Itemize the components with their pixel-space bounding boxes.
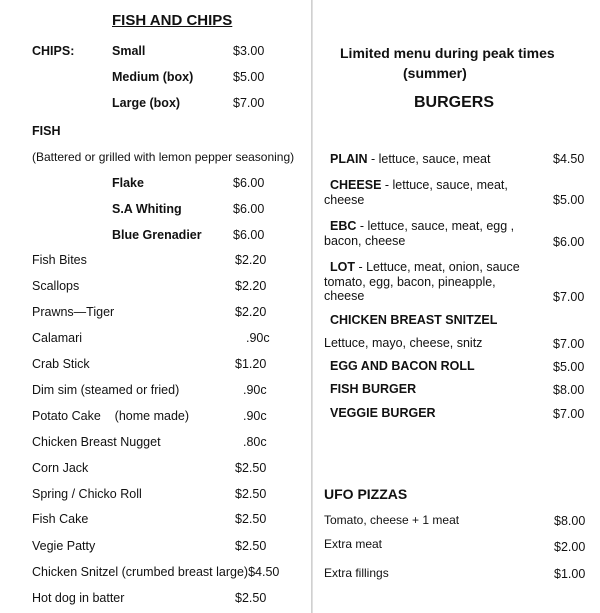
menu-item-price: $1.20 — [235, 357, 267, 371]
fish-type-price: $6.00 — [233, 176, 265, 190]
burger-desc-line3: cheese — [324, 289, 365, 303]
chips-item-price: $3.00 — [233, 44, 265, 58]
menu-item-price: $2.50 — [235, 539, 267, 553]
fish-type-name: S.A Whiting — [112, 202, 182, 216]
menu-item-price: $2.50 — [235, 591, 267, 605]
menu-item-price: $2.50 — [235, 487, 267, 501]
fish-note: (Battered or grilled with lemon pepper seasoning) — [32, 150, 295, 164]
burger-extra-price: $8.00 — [553, 383, 585, 397]
chips-item-name: Medium (box) — [112, 70, 194, 84]
menu-item-name: Chicken Snitzel (crumbed breast large)$4.50 — [32, 565, 280, 579]
burger-name: PLAIN — [330, 152, 368, 166]
burger-extra-name: EGG AND BACON ROLL — [330, 359, 475, 373]
burger-desc-line2: bacon, cheese — [324, 234, 406, 248]
fish-heading: FISH — [32, 124, 61, 138]
burger-name: LOT — [330, 260, 355, 274]
limited-menu-note: Limited menu during peak times — [340, 45, 555, 61]
burger-extra-price: $5.00 — [553, 360, 585, 374]
burger-extra-name: FISH BURGER — [330, 382, 417, 396]
menu-item-name: Fish Cake — [32, 512, 89, 526]
burger-line — [330, 260, 520, 274]
menu-item-price: $2.20 — [235, 253, 267, 267]
burger-desc: - Lettuce, meat, onion, sauce — [355, 260, 520, 274]
column-divider — [311, 0, 313, 613]
burgers-heading: BURGERS — [414, 94, 495, 111]
chips-item-name: Small — [112, 44, 146, 58]
menu-item-price: .90c — [243, 383, 267, 397]
chips-item-price: $5.00 — [233, 70, 265, 84]
menu-item-price: .80c — [243, 435, 267, 449]
menu-item-price: $2.20 — [235, 305, 267, 319]
menu-item-name: Chicken Breast Nugget — [32, 435, 161, 449]
burger-name: CHEESE — [330, 178, 382, 192]
menu-item-price: .90c — [246, 331, 270, 345]
ufo-heading: UFO PIZZAS — [324, 486, 408, 502]
burger-desc: - lettuce, sauce, meat, — [381, 178, 508, 192]
burger-name: EBC — [330, 219, 357, 233]
burger-line — [330, 152, 490, 166]
menu-item-name: Dim sim (steamed or fried) — [32, 383, 180, 397]
burger-price: $4.50 — [553, 152, 585, 166]
pizza-price: $1.00 — [554, 567, 586, 581]
limited-menu-note-sub: (summer) — [403, 65, 467, 81]
menu-item-name: Potato Cake (home made) — [32, 409, 190, 423]
menu-item-name: Spring / Chicko Roll — [32, 487, 142, 501]
menu-item-name: Scallops — [32, 279, 80, 293]
burger-price: $6.00 — [553, 235, 585, 249]
burger-line — [330, 219, 514, 233]
burger-desc-line2: cheese — [324, 193, 365, 207]
menu-item-name: Prawns—Tiger — [32, 305, 115, 319]
burger-price: $5.00 — [553, 193, 585, 207]
burger-desc: - lettuce, sauce, meat, egg , — [356, 219, 515, 233]
fish-type-price: $6.00 — [233, 228, 265, 242]
fish-type-price: $6.00 — [233, 202, 265, 216]
menu-item-name: Vegie Patty — [32, 539, 96, 553]
fish-and-chips-title: FISH AND CHIPS — [112, 12, 233, 29]
pizza-price: $8.00 — [554, 514, 586, 528]
chips-item-name: Large (box) — [112, 96, 181, 110]
chicken-heading: CHICKEN BREAST SNITZEL — [330, 313, 498, 327]
menu-item-name: Fish Bites — [32, 253, 87, 267]
chicken-desc: Lettuce, mayo, cheese, snitz — [324, 336, 483, 350]
menu-item-name: Crab Stick — [32, 357, 90, 371]
burger-desc-line2: tomato, egg, bacon, pineapple, — [324, 275, 496, 289]
pizza-name: Extra meat — [324, 537, 383, 551]
menu-item-price: $2.20 — [235, 279, 267, 293]
fish-type-name: Blue Grenadier — [112, 228, 202, 242]
burger-desc: - lettuce, sauce, meat — [367, 152, 491, 166]
chips-item-price: $7.00 — [233, 96, 265, 110]
pizza-name: Tomato, cheese + 1 meat — [324, 513, 460, 527]
burger-extra-name: VEGGIE BURGER — [330, 406, 436, 420]
menu-item-price: $2.50 — [235, 512, 267, 526]
burger-line — [330, 178, 508, 192]
chicken-price: $7.00 — [553, 337, 585, 351]
burger-price: $7.00 — [553, 290, 585, 304]
menu-item-name: Hot dog in batter — [32, 591, 125, 605]
pizza-price: $2.00 — [554, 540, 586, 554]
menu-item-price: .90c — [243, 409, 267, 423]
pizza-name: Extra fillings — [324, 566, 389, 580]
burger-extra-price: $7.00 — [553, 407, 585, 421]
menu-item-price: $2.50 — [235, 461, 267, 475]
menu-item-name: Calamari — [32, 331, 83, 345]
menu-item-name: Corn Jack — [32, 461, 89, 475]
chips-label: CHIPS: — [32, 44, 75, 58]
fish-type-name: Flake — [112, 176, 144, 190]
